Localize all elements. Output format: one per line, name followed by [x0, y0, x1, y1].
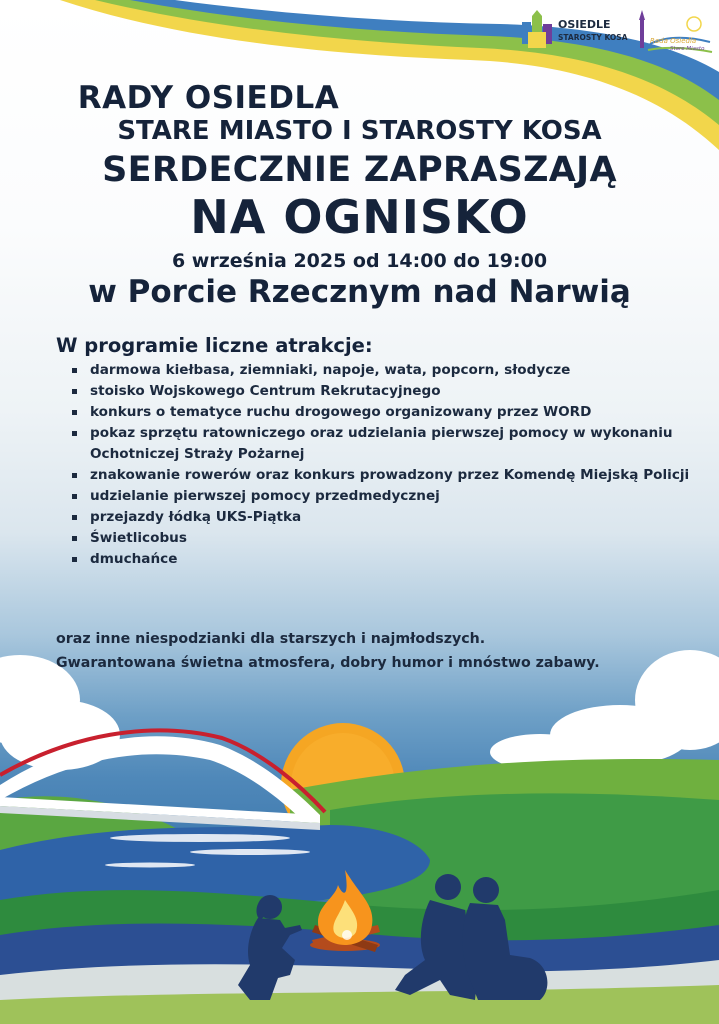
program-item: stoisko Wojskowego Centrum Rekrutacyjnego	[70, 381, 696, 402]
program-item: Świetlicobus	[70, 528, 696, 549]
closing-line-1: oraz inne niespodzianki dla starszych i najmłodszych.	[56, 631, 486, 647]
logo-osiedle-line1: OSIEDLE	[558, 18, 611, 31]
osiedle-starosty-kosa-logo-icon	[520, 8, 554, 52]
header-line-stare-miasto: STARE MIASTO I STAROSTY KOSA	[117, 116, 602, 146]
program-section	[56, 334, 696, 570]
program-item: konkurs o tematyce ruchu drogowego organizowany przez WORD	[70, 402, 696, 423]
logos-area	[518, 6, 714, 58]
program-item: pokaz sprzętu ratowniczego oraz udzielania pierwszej pomocy w wykonaniu Ochotniczej Straży Pożarnej	[70, 423, 696, 465]
program-item: dmuchańce	[70, 549, 696, 570]
logo-osiedle-line2: STAROSTY KOSA	[558, 33, 628, 42]
program-item: znakowanie rowerów oraz konkurs prowadzony przez Komendę Miejską Policji	[70, 465, 696, 486]
header-line-zapraszaja: SERDECZNIE ZAPRASZAJĄ	[102, 150, 617, 190]
program-list	[56, 360, 696, 570]
program-item: przejazdy łódką UKS-Piątka	[70, 507, 696, 528]
closing-text	[56, 627, 716, 675]
logo-stare-miasto-line1: Rada Osiedla	[650, 37, 697, 45]
header-line-rady-osiedla: RADY OSIEDLA	[77, 80, 340, 116]
closing-line-2: Gwarantowana świetna atmosfera, dobry humor i mnóstwo zabawy.	[56, 655, 600, 671]
program-item: udzielanie pierwszej pomocy przedmedycznej	[70, 486, 696, 507]
logo-stare-miasto-line2: Stare Miasto	[670, 46, 705, 52]
event-place: w Porcie Rzecznym nad Narwią	[88, 274, 631, 310]
program-item: darmowa kiełbasa, ziemniaki, napoje, wata, popcorn, słodycze	[70, 360, 696, 381]
event-date: 6 września 2025 od 14:00 do 19:00	[171, 250, 548, 272]
program-title: W programie liczne atrakcje:	[56, 334, 373, 357]
header-na-ognisko: NA OGNISKO	[190, 190, 529, 244]
